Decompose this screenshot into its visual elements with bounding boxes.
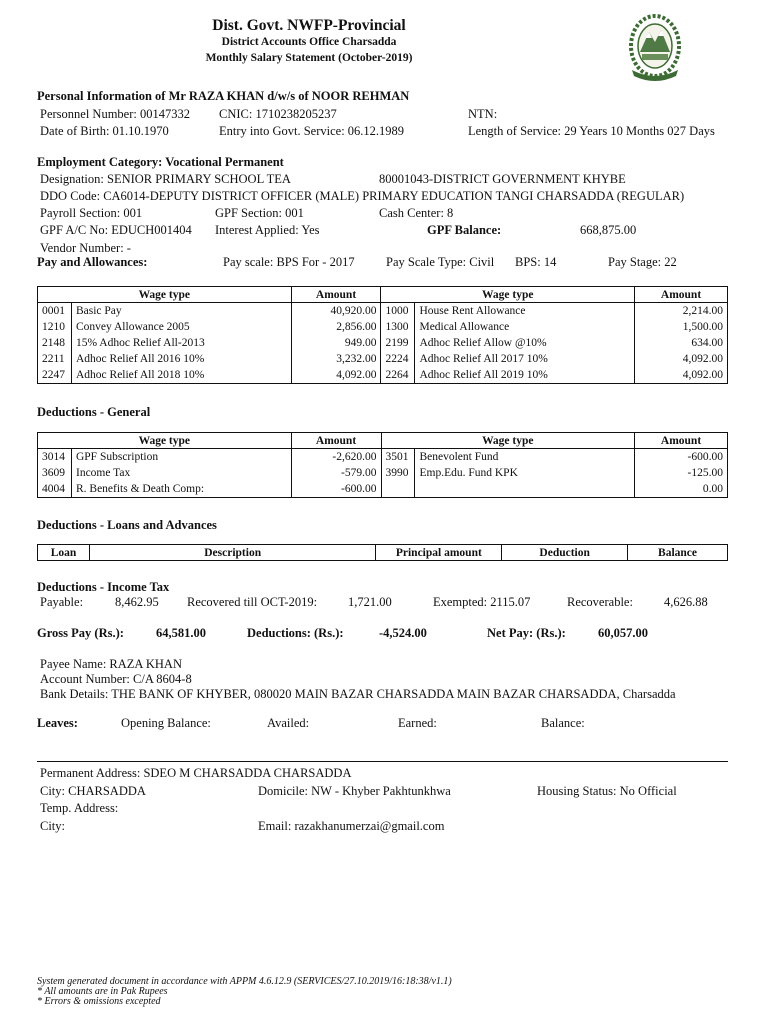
header-title: Dist. Govt. NWFP-Provincial [212, 17, 406, 34]
loans-heading: Deductions - Loans and Advances [37, 518, 217, 532]
leaves-earned: Earned: [398, 716, 437, 730]
header-office: District Accounts Office Charsadda [221, 36, 397, 48]
col-loan: Loan [38, 545, 90, 561]
col-amount: Amount [635, 287, 728, 303]
ntn: NTN: [468, 107, 498, 121]
col-amount: Amount [291, 433, 381, 449]
footer-system-note: System generated document in accordance with APPM 4.6.12.9 (SERVICES/27.10.2019/16:18:38/v1.1) [37, 976, 452, 987]
interest-applied: Interest Applied: Yes [215, 223, 320, 237]
table-row: 3014 GPF Subscription -2,620.00 3501 Benevolent Fund -600.00 [38, 449, 728, 466]
housing-status: Housing Status: No Official [537, 784, 677, 798]
table-row: 3609 Income Tax -579.00 3990 Emp.Edu. Fund KPK -125.00 [38, 465, 728, 481]
header-statement: Monthly Salary Statement (October-2019) [205, 52, 413, 64]
divider [37, 761, 728, 762]
tax-recovered: 1,721.00 [348, 595, 392, 609]
tax-recoverable-label: Recoverable: [567, 595, 633, 609]
deductions-heading: Deductions - General [37, 405, 151, 419]
leaves-label: Leaves: [37, 716, 78, 730]
tax-exempted: Exempted: 2115.07 [433, 595, 531, 609]
payee-name: Payee Name: RAZA KHAN [40, 657, 182, 671]
col-wage-type: Wage type [381, 287, 635, 303]
col-amount: Amount [635, 433, 728, 449]
cash-center: Cash Center: 8 [379, 206, 454, 220]
deductions-table [37, 432, 728, 498]
leaves-availed: Availed: [267, 716, 310, 730]
table-row: 1210 Convey Allowance 2005 2,856.00 1300 Medical Allowance 1,500.00 [38, 319, 728, 335]
gpf-account: GPF A/C No: EDUCH001404 [40, 223, 192, 237]
col-balance: Balance [628, 545, 728, 561]
loans-table [37, 544, 728, 561]
temp-city: City: [40, 819, 66, 833]
tax-recoverable: 4,626.88 [664, 595, 708, 609]
col-wage-type: Wage type [38, 433, 292, 449]
ddo-code: DDO Code: CA6014-DEPUTY DISTRICT OFFICER (MALE) PRIMARY EDUCATION TANGI CHARSADDA (REGULAR) [40, 189, 685, 203]
bps: BPS: 14 [515, 255, 557, 269]
tax-payable: 8,462.95 [115, 595, 159, 609]
pay-scale-type: Pay Scale Type: Civil [386, 255, 495, 269]
col-wage-type: Wage type [38, 287, 292, 303]
deductions-total: -4,524.00 [379, 626, 427, 640]
city: City: CHARSADDA [40, 784, 146, 798]
footer-currency-note: * All amounts are in Pak Rupees [37, 986, 168, 997]
date-of-birth: Date of Birth: 01.10.1970 [40, 124, 169, 138]
gpf-section: GPF Section: 001 [215, 206, 304, 220]
leaves-balance: Balance: [541, 716, 585, 730]
account-number: Account Number: C/A 8604-8 [40, 672, 192, 686]
table-row: 2247 Adhoc Relief All 2018 10% 4,092.00 2264 Adhoc Relief All 2019 10% 4,092.00 [38, 367, 728, 384]
table-row: 2211 Adhoc Relief All 2016 10% 3,232.00 2224 Adhoc Relief All 2017 10% 4,092.00 [38, 351, 728, 367]
table-row: 0001 Basic Pay 40,920.00 1000 House Rent Allowance 2,214.00 [38, 303, 728, 320]
vendor-number: Vendor Number: - [40, 241, 131, 255]
tax-recovered-label: Recovered till OCT-2019: [187, 595, 318, 609]
pay-heading: Pay and Allowances: [37, 255, 148, 269]
pay-table [37, 286, 728, 384]
footer-errors-note: * Errors & omissions excepted [37, 996, 161, 1007]
personnel-number: Personnel Number: 00147332 [40, 107, 190, 121]
col-wage-type: Wage type [381, 433, 635, 449]
net-pay-label: Net Pay: (Rs.): [487, 626, 566, 640]
table-row: 4004 R. Benefits & Death Comp: -600.00 0.00 [38, 481, 728, 498]
col-deduction: Deduction [502, 545, 628, 561]
gpf-balance: 668,875.00 [580, 223, 637, 237]
gpf-balance-label: GPF Balance: [427, 223, 502, 237]
temp-address: Temp. Address: [40, 801, 119, 815]
gross-pay-label: Gross Pay (Rs.): [37, 626, 124, 640]
payroll-section: Payroll Section: 001 [40, 206, 143, 220]
domicile: Domicile: NW - Khyber Pakhtunkhwa [258, 784, 451, 798]
designation: Designation: SENIOR PRIMARY SCHOOL TEA [40, 172, 291, 186]
pay-stage: Pay Stage: 22 [608, 255, 677, 269]
cnic: CNIC: 1710238205237 [219, 107, 337, 121]
permanent-address: Permanent Address: SDEO M CHARSADDA CHARSADDA [40, 766, 352, 780]
employment-heading: Employment Category: Vocational Permanent [37, 155, 284, 169]
entry-into-service: Entry into Govt. Service: 06.12.1989 [219, 124, 405, 138]
deductions-total-label: Deductions: (Rs.): [247, 626, 344, 640]
gross-pay: 64,581.00 [156, 626, 206, 640]
tax-payable-label: Payable: [40, 595, 84, 609]
personal-heading: Personal Information of Mr RAZA KHAN d/w/s of NOOR REHMAN [37, 89, 410, 103]
district: 80001043-DISTRICT GOVERNMENT KHYBE [379, 172, 626, 186]
pay-scale: Pay scale: BPS For - 2017 [223, 255, 355, 269]
length-of-service: Length of Service: 29 Years 10 Months 027 Days [468, 124, 715, 138]
email: Email: razakhanumerzai@gmail.com [258, 819, 445, 833]
kp-emblem-icon [618, 8, 692, 84]
col-amount: Amount [291, 287, 381, 303]
bank-details: Bank Details: THE BANK OF KHYBER, 080020 MAIN BAZAR CHARSADDA MAIN BAZAR CHARSADDA, Charsadda [40, 687, 676, 701]
col-description: Description [89, 545, 375, 561]
col-principal: Principal amount [376, 545, 502, 561]
table-row: 2148 15% Adhoc Relief All-2013 949.00 2199 Adhoc Relief Allow @10% 634.00 [38, 335, 728, 351]
income-tax-heading: Deductions - Income Tax [37, 580, 170, 594]
net-pay: 60,057.00 [598, 626, 648, 640]
leaves-opening: Opening Balance: [121, 716, 211, 730]
